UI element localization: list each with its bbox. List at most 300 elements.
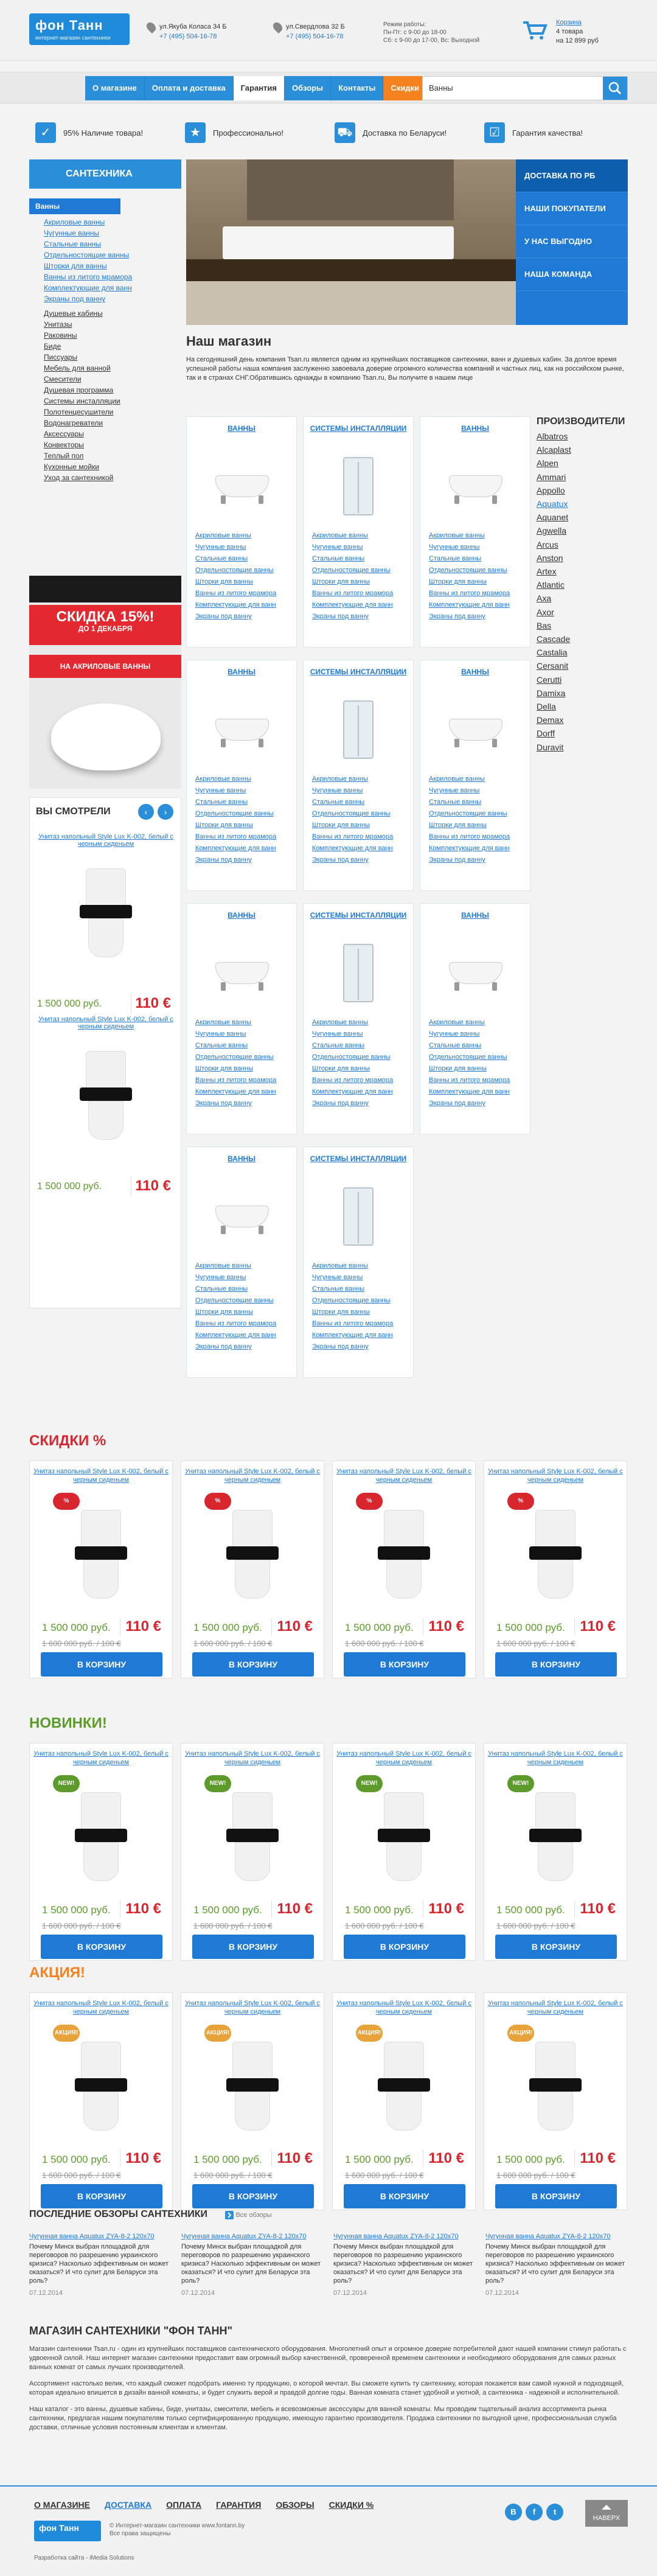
catalog-subcategory-link[interactable]: Шторки для ванны <box>195 822 253 829</box>
nav-item[interactable]: Оплата и доставка <box>145 76 234 100</box>
sidebar-category[interactable]: Системы инсталляции <box>44 397 120 405</box>
catalog-subcategory-link[interactable]: Отдельностоящие ванны <box>312 810 391 817</box>
add-to-cart-button[interactable]: В КОРЗИНУ <box>41 1652 162 1677</box>
catalog-card[interactable] <box>303 1147 414 1378</box>
toilet-bowl <box>83 1560 119 1599</box>
review-item <box>333 2232 473 2297</box>
manufacturer-link[interactable]: Atlantic <box>537 580 565 590</box>
catalog-subcategory-link[interactable]: Стальные ванны <box>195 555 248 562</box>
add-to-cart-button[interactable]: В КОРЗИНУ <box>495 2184 617 2208</box>
sidebar-subcategory[interactable]: Экраны под ванну <box>44 295 106 303</box>
catalog-card[interactable] <box>420 416 530 647</box>
product-card[interactable] <box>181 1992 324 2210</box>
catalog-card[interactable] <box>303 903 414 1134</box>
shower-cabin-image <box>328 944 389 1005</box>
footer-nav-item[interactable]: ГАРАНТИЯ <box>216 2500 262 2510</box>
catalog-subcategory-link[interactable]: Экраны под ванну <box>195 1100 252 1107</box>
sidebar-subcategory[interactable]: Шторки для ванны <box>44 262 107 270</box>
catalog-card-title[interactable]: СИСТЕМЫ ИНСТАЛЛЯЦИИ <box>310 668 407 676</box>
manufacturer-link[interactable]: Axor <box>537 607 554 617</box>
product-badge: АКЦИЯ! <box>204 2025 231 2042</box>
catalog-card[interactable] <box>186 1147 297 1378</box>
catalog-subcategory-link[interactable]: Комплектующие для ванн <box>429 1088 510 1095</box>
catalog-subcategory-link[interactable]: Стальные ванны <box>312 798 365 806</box>
catalog-card[interactable] <box>420 903 530 1134</box>
catalog-subcategory-link[interactable]: Акриловые ванны <box>312 1019 368 1026</box>
sidebar-category[interactable]: Смесители <box>44 375 82 383</box>
catalog-subcategory-link[interactable]: Стальные ванны <box>312 1042 365 1049</box>
product-price: 1 500 000 руб. <box>496 2154 565 2165</box>
manufacturer-link[interactable]: Albatros <box>537 431 568 441</box>
catalog-subcategory-link[interactable]: Комплектующие для ванн <box>195 1332 276 1339</box>
catalog-card-title[interactable]: ВАННЫ <box>228 424 255 433</box>
sidebar-subcategory[interactable]: Стальные ванны <box>44 240 102 248</box>
catalog-subcategory-link[interactable]: Экраны под ванну <box>429 856 485 864</box>
recently-viewed-title: ВЫ СМОТРЕЛИ <box>36 806 111 817</box>
catalog-subcategory-link[interactable]: Экраны под ванну <box>312 856 369 864</box>
sidebar-subcategory[interactable]: Акриловые ванны <box>44 218 105 226</box>
product-name-link[interactable]: Унитаз напольный Style Lux K-002, белый с черным сиденьем <box>336 2000 471 2016</box>
bathtub-shape <box>449 475 502 497</box>
product-name-link[interactable]: Унитаз напольный Style Lux K-002, белый с черным сиденьем <box>488 2000 623 2016</box>
catalog-card-title[interactable]: СИСТЕМЫ ИНСТАЛЛЯЦИИ <box>310 911 407 920</box>
catalog-subcategory-link[interactable]: Шторки для ванны <box>195 1065 253 1072</box>
manufacturer-link[interactable]: Alcaplast <box>537 445 571 455</box>
catalog-card[interactable] <box>303 416 414 647</box>
about-section <box>29 2325 628 2440</box>
add-to-cart-button[interactable]: В КОРЗИНУ <box>344 1935 465 1959</box>
nav-item[interactable]: Гарантия <box>234 76 285 100</box>
manufacturer-link[interactable]: Bas <box>537 620 552 630</box>
sidebar-category[interactable]: Биде <box>44 342 61 351</box>
product-price-eur: 110 € <box>574 1618 616 1635</box>
catalog-subcategory-link[interactable]: Ванны из литого мрамора <box>195 590 277 597</box>
product-price-eur: 110 € <box>574 2150 616 2167</box>
vk-icon[interactable]: В <box>505 2504 522 2521</box>
product-old-price: 1 600 000 руб. / 100 € <box>496 2171 575 2180</box>
catalog-subcategory-link[interactable]: Чугунные ванны <box>312 1030 363 1038</box>
catalog-subcategory-link[interactable]: Комплектующие для ванн <box>312 1332 393 1339</box>
sidebar-category[interactable]: Аксессуары <box>44 430 84 438</box>
add-to-cart-button[interactable]: В КОРЗИНУ <box>344 1652 465 1677</box>
all-reviews-link[interactable] <box>225 2211 271 2219</box>
manufacturer-link[interactable]: Alpen <box>537 458 558 469</box>
product-card[interactable] <box>484 1743 627 1961</box>
catalog-card-title[interactable]: СИСТЕМЫ ИНСТАЛЛЯЦИИ <box>310 1154 407 1163</box>
sidebar-subcategories <box>29 214 181 304</box>
catalog-subcategory-link[interactable]: Комплектующие для ванн <box>429 845 510 852</box>
catalog-subcategory-link[interactable]: Ванны из литого мрамора <box>195 1320 277 1327</box>
catalog-card-links <box>312 773 393 866</box>
catalog-subcategory-link[interactable]: Отдельностоящие ванны <box>312 1053 391 1061</box>
viewed-next-button[interactable]: › <box>158 804 173 820</box>
toilet-tank <box>535 2042 575 2081</box>
catalog-subcategory-link[interactable]: Комплектующие для ванн <box>195 845 276 852</box>
bathtub-shape <box>215 475 269 497</box>
footer-nav-item[interactable]: ДОСТАВКА <box>105 2500 152 2510</box>
product-card[interactable] <box>29 1743 173 1961</box>
manufacturer-link[interactable]: Aquanet <box>537 512 569 523</box>
catalog-subcategory-link[interactable]: Чугунные ванны <box>195 787 246 794</box>
developer-credit[interactable]: Разработка сайта - iMedia Solutions <box>34 2555 134 2561</box>
catalog-subcategory-link[interactable]: Акриловые ванны <box>312 1262 368 1269</box>
manufacturer-link[interactable]: Cerutti <box>537 674 562 685</box>
product-price-eur: 110 € <box>120 1618 161 1635</box>
catalog-subcategory-link[interactable]: Ванны из литого мрамора <box>429 833 510 840</box>
sidebar-category[interactable]: Теплый пол <box>44 452 84 460</box>
review-title-link[interactable]: Чугунная ванна Aquatux ZYA-8-2 120x70 <box>181 2233 307 2240</box>
add-to-cart-button[interactable]: В КОРЗИНУ <box>495 1935 617 1959</box>
manufacturer-link[interactable]: Cascade <box>537 634 571 644</box>
catalog-subcategory-link[interactable]: Ванны из литого мрамора <box>195 1077 277 1084</box>
product-card[interactable] <box>181 1461 324 1678</box>
catalog-subcategory-link[interactable]: Шторки для ванны <box>312 1065 370 1072</box>
product-card[interactable] <box>484 1992 627 2210</box>
catalog-subcategory-link[interactable]: Ванны из литого мрамора <box>429 590 510 597</box>
catalog-subcategory-link[interactable]: Экраны под ванну <box>195 856 252 864</box>
catalog-subcategory-link[interactable]: Отдельностоящие ванны <box>195 1297 274 1304</box>
viewed-prev-button[interactable]: ‹ <box>138 804 154 820</box>
viewed-card[interactable] <box>37 833 175 1016</box>
product-card[interactable] <box>332 1992 476 2210</box>
search-input[interactable] <box>422 76 628 100</box>
arrow-right-icon <box>225 2211 234 2219</box>
add-to-cart-button[interactable]: В КОРЗИНУ <box>41 1935 162 1959</box>
catalog-card-title[interactable]: ВАННЫ <box>228 1154 255 1163</box>
catalog-subcategory-link[interactable]: Комплектующие для ванн <box>195 1088 276 1095</box>
catalog-subcategory-link[interactable]: Акриловые ванны <box>195 775 251 783</box>
catalog-subcategory-link[interactable]: Чугунные ванны <box>312 1274 363 1281</box>
catalog-subcategory-link[interactable]: Экраны под ванну <box>429 613 485 620</box>
catalog-card-title[interactable]: СИСТЕМЫ ИНСТАЛЛЯЦИИ <box>310 424 407 433</box>
feature-item <box>29 114 179 151</box>
bathtub-shape <box>449 962 502 984</box>
toilet-bowl <box>386 1842 422 1881</box>
footer-nav <box>34 2500 374 2510</box>
add-to-cart-button[interactable]: В КОРЗИНУ <box>495 1652 617 1677</box>
catalog-card[interactable] <box>186 416 297 647</box>
sidebar-category[interactable]: Душевая программа <box>44 386 114 394</box>
manufacturer-link[interactable]: Della <box>537 702 556 712</box>
catalog-card[interactable] <box>420 660 530 891</box>
viewed-product-link[interactable]: Унитаз напольный Style Lux K-002, белый с черным сиденьем <box>38 833 173 848</box>
manufacturer-link[interactable]: Castalia <box>537 647 568 658</box>
hero-slide-tab[interactable]: НАША КОМАНДА <box>516 258 628 291</box>
catalog-subcategory-link[interactable]: Шторки для ванны <box>195 578 253 585</box>
truck-icon: ⛟ <box>335 122 355 143</box>
catalog-subcategory-link[interactable]: Отдельностоящие ванны <box>195 567 274 574</box>
add-to-cart-button[interactable]: В КОРЗИНУ <box>192 1935 314 1959</box>
catalog-subcategory-link[interactable]: Отдельностоящие ванны <box>312 567 391 574</box>
catalog-card-title[interactable]: ВАННЫ <box>461 668 489 676</box>
catalog-subcategory-link[interactable]: Экраны под ванну <box>195 613 252 620</box>
sidebar-category[interactable]: Раковины <box>44 331 77 340</box>
manufacturer-link[interactable]: Demax <box>537 715 564 725</box>
manufacturer-link[interactable]: Damixa <box>537 688 566 698</box>
promo-banner[interactable] <box>29 576 181 789</box>
catalog-subcategory-link[interactable]: Отдельностоящие ванны <box>195 810 274 817</box>
product-old-price: 1 600 000 руб. / 100 € <box>345 1921 424 1930</box>
catalog-subcategory-link[interactable]: Отдельностоящие ванны <box>429 810 507 817</box>
sidebar-category[interactable]: Душевые кабины <box>44 309 103 318</box>
catalog-subcategory-link[interactable]: Чугунные ванны <box>429 787 480 794</box>
product-card[interactable] <box>332 1743 476 1961</box>
catalog-subcategory-link[interactable]: Акриловые ванны <box>429 1019 485 1026</box>
toilet-tank <box>384 2042 424 2081</box>
logo-subtitle: интернет-магазин сантехники <box>35 35 111 41</box>
toilet-tank <box>81 2042 121 2081</box>
catalog-subcategory-link[interactable]: Ванны из литого мрамора <box>312 1320 394 1327</box>
product-old-price: 1 600 000 руб. / 100 € <box>42 2171 121 2180</box>
manufacturer-link[interactable]: Appollo <box>537 485 565 495</box>
scroll-top-button[interactable]: НАВЕРХ <box>585 2500 628 2527</box>
catalog-subcategory-link[interactable]: Комплектующие для ванн <box>195 601 276 609</box>
toilet-image <box>225 2042 280 2133</box>
manufacturer-link[interactable]: Ammari <box>537 472 566 482</box>
sidebar-subcategory[interactable]: Комплектующие для ванн <box>44 284 132 292</box>
catalog-subcategory-link[interactable]: Стальные ванны <box>195 1285 248 1293</box>
product-badge: % <box>507 1493 534 1510</box>
catalog-subcategory-link[interactable]: Чугунные ванны <box>195 1030 246 1038</box>
sidebar-subcategory[interactable]: Отдельностоящие ванны <box>44 251 130 259</box>
manufacturer-link[interactable]: Aquatux <box>537 499 568 509</box>
nav-item[interactable]: О магазине <box>85 76 145 100</box>
catalog-subcategory-link[interactable]: Комплектующие для ванн <box>429 601 510 609</box>
sidebar-subcategory[interactable]: Чугунные ванны <box>44 229 100 237</box>
section-title: НОВИНКИ! <box>29 1715 107 1731</box>
catalog-subcategory-link[interactable]: Акриловые ванны <box>195 1262 251 1269</box>
catalog-subcategory-link[interactable]: Стальные ванны <box>429 798 482 806</box>
catalog-subcategory-link[interactable]: Чугунные ванны <box>429 1030 480 1038</box>
cart-link[interactable]: Корзина <box>556 19 582 26</box>
product-name-link[interactable]: Унитаз напольный Style Lux K-002, белый с черным сиденьем <box>336 1468 471 1484</box>
manufacturer-link[interactable]: Arcus <box>537 539 558 550</box>
manufacturer-link[interactable]: Cersanit <box>537 661 569 671</box>
hero-slide-tab[interactable]: ДОСТАВКА ПО РБ <box>516 159 628 192</box>
review-title-link[interactable]: Чугунная ванна Aquatux ZYA-8-2 120x70 <box>29 2233 155 2240</box>
catalog-subcategory-link[interactable]: Ванны из литого мрамора <box>312 833 394 840</box>
review-item <box>485 2232 625 2297</box>
viewed-card[interactable] <box>37 1016 175 1198</box>
footer-nav-item[interactable]: ОПЛАТА <box>166 2500 202 2510</box>
features-bar <box>29 114 628 151</box>
catalog-subcategory-link[interactable]: Ванны из литого мрамора <box>312 590 394 597</box>
catalog-subcategory-link[interactable]: Экраны под ванну <box>312 1343 369 1350</box>
nav-item[interactable]: Контакты <box>331 76 383 100</box>
banner-top <box>29 576 181 602</box>
product-name-link[interactable]: Унитаз напольный Style Lux K-002, белый с черным сиденьем <box>185 1468 320 1484</box>
product-name-link[interactable]: Унитаз напольный Style Lux K-002, белый с черным сиденьем <box>33 1468 169 1484</box>
product-card[interactable] <box>29 1992 173 2210</box>
about-title: МАГАЗИН САНТЕХНИКИ "ФОН ТАНН" <box>29 2325 232 2337</box>
viewed-product-link[interactable]: Унитаз напольный Style Lux K-002, белый с черным сиденьем <box>38 1016 173 1030</box>
toilet-seat <box>80 1087 132 1101</box>
catalog-subcategory-link[interactable]: Акриловые ванны <box>429 775 485 783</box>
catalog-subcategory-link[interactable]: Акриловые ванны <box>312 532 368 539</box>
catalog-card[interactable] <box>186 660 297 891</box>
add-to-cart-button[interactable]: В КОРЗИНУ <box>192 1652 314 1677</box>
catalog-subcategory-link[interactable]: Ванны из литого мрамора <box>429 1077 510 1084</box>
toilet-tank <box>81 1792 121 1831</box>
product-section <box>29 1964 628 2201</box>
catalog-subcategory-link[interactable]: Отдельностоящие ванны <box>429 1053 507 1061</box>
product-name-link[interactable]: Унитаз напольный Style Lux K-002, белый с черным сиденьем <box>488 1750 623 1766</box>
catalog-subcategory-link[interactable]: Шторки для ванны <box>429 822 487 829</box>
catalog-subcategory-link[interactable]: Экраны под ванну <box>195 1343 252 1350</box>
toilet-image <box>225 1792 280 1883</box>
sidebar-category[interactable]: Кухонные мойки <box>44 462 99 471</box>
catalog-card-title[interactable]: ВАННЫ <box>461 424 489 433</box>
catalog-card-title[interactable]: ВАННЫ <box>228 911 255 920</box>
review-text: Почему Минск выбран площадкой для переговоров по разрешению украинского кризиса? Насколько эффективным он может оказаться? И что сулит для Беларуси эта роль? <box>333 2243 473 2285</box>
sidebar-category[interactable]: Писсуары <box>44 353 78 361</box>
catalog-subcategory-link[interactable]: Стальные ванны <box>429 1042 482 1049</box>
footer-nav-item[interactable]: ОБЗОРЫ <box>276 2500 315 2510</box>
sidebar-category[interactable]: Конвекторы <box>44 441 84 449</box>
catalog-subcategory-link[interactable]: Комплектующие для ванн <box>312 845 393 852</box>
toilet-tank <box>535 1510 575 1549</box>
hero-slide-tab[interactable]: НАШИ ПОКУПАТЕЛИ <box>516 192 628 225</box>
catalog-subcategory-link[interactable]: Акриловые ванны <box>195 1019 251 1026</box>
catalog-card-title[interactable]: ВАННЫ <box>228 668 255 676</box>
catalog-subcategory-link[interactable]: Стальные ванны <box>195 1042 248 1049</box>
catalog-subcategory-link[interactable]: Чугунные ванны <box>312 543 363 551</box>
catalog-subcategory-link[interactable]: Шторки для ванны <box>429 578 487 585</box>
catalog-subcategory-link[interactable]: Отдельностоящие ванны <box>195 1053 274 1061</box>
product-name-link[interactable]: Унитаз напольный Style Lux K-002, белый с черным сиденьем <box>185 1750 320 1766</box>
catalog-subcategory-link[interactable]: Стальные ванны <box>312 555 365 562</box>
twitter-icon[interactable]: t <box>546 2504 563 2521</box>
footer-nav-item[interactable]: СКИДКИ % <box>328 2500 374 2510</box>
catalog-subcategory-link[interactable]: Акриловые ванны <box>429 532 485 539</box>
catalog-subcategory-link[interactable]: Акриловые ванны <box>195 532 251 539</box>
product-old-price: 1 600 000 руб. / 100 € <box>345 2171 424 2180</box>
sidebar-active-category[interactable]: Ванны <box>29 198 120 214</box>
catalog-subcategory-link[interactable]: Чугунные ванны <box>195 1274 246 1281</box>
hero-slide-tab[interactable]: У НАС ВЫГОДНО <box>516 225 628 258</box>
product-old-price: 1 600 000 руб. / 100 € <box>345 1639 424 1648</box>
product-card[interactable] <box>29 1461 173 1678</box>
check-icon: ✓ <box>35 122 56 143</box>
add-to-cart-button[interactable]: В КОРЗИНУ <box>344 2184 465 2208</box>
bathtub-image <box>212 1187 273 1248</box>
catalog-subcategory-link[interactable]: Ванны из литого мрамора <box>195 833 277 840</box>
toilet-image <box>78 868 133 960</box>
search-button[interactable] <box>603 77 627 100</box>
sidebar-category[interactable]: Мебель для ванной <box>44 364 111 372</box>
catalog-card[interactable] <box>186 903 297 1134</box>
catalog-subcategory-link[interactable]: Комплектующие для ванн <box>312 1088 393 1095</box>
catalog-subcategory-link[interactable]: Экраны под ванну <box>312 613 369 620</box>
catalog-card[interactable] <box>303 660 414 891</box>
catalog-subcategory-link[interactable]: Шторки для ванны <box>312 1308 370 1316</box>
sidebar-subcategory[interactable]: Ванны из литого мрамора <box>44 273 133 281</box>
logo[interactable] <box>29 13 130 45</box>
manufacturer-link[interactable]: Agwella <box>537 526 567 536</box>
product-name-link[interactable]: Унитаз напольный Style Lux K-002, белый с черным сиденьем <box>33 2000 169 2016</box>
product-old-price: 1 600 000 руб. / 100 € <box>193 1921 273 1930</box>
add-to-cart-button[interactable]: В КОРЗИНУ <box>41 2184 162 2208</box>
phone-2[interactable]: +7 (495) 504-16-78 <box>286 33 344 40</box>
catalog-subcategory-link[interactable]: Шторки для ванны <box>195 1308 253 1316</box>
catalog-subcategory-link[interactable]: Отдельностоящие ванны <box>429 567 507 574</box>
manufacturer-link[interactable]: Axa <box>537 593 552 604</box>
review-date: 07.12.2014 <box>333 2289 367 2297</box>
review-date: 07.12.2014 <box>29 2289 63 2297</box>
recently-viewed <box>29 797 181 1308</box>
sidebar-category[interactable]: Полотенцесушители <box>44 408 114 416</box>
footer-logo[interactable]: фон Танн <box>34 2521 101 2541</box>
catalog-subcategory-link[interactable]: Шторки для ванны <box>312 578 370 585</box>
catalog-subcategory-link[interactable]: Ванны из литого мрамора <box>312 1077 394 1084</box>
product-name-link[interactable]: Унитаз напольный Style Lux K-002, белый с черным сиденьем <box>336 1750 471 1766</box>
catalog-subcategory-link[interactable]: Стальные ванны <box>429 555 482 562</box>
product-name-link[interactable]: Унитаз напольный Style Lux K-002, белый с черным сиденьем <box>488 1468 623 1484</box>
catalog-subcategory-link[interactable]: Комплектующие для ванн <box>312 601 393 609</box>
manufacturer-link[interactable]: Duravit <box>537 742 564 752</box>
manufacturer-link[interactable]: Artex <box>537 567 557 577</box>
review-item <box>181 2232 321 2297</box>
catalog-subcategory-link[interactable]: Стальные ванны <box>312 1285 365 1293</box>
catalog-subcategory-link[interactable]: Акриловые ванны <box>312 775 368 783</box>
toilet-bowl <box>235 1560 270 1599</box>
footer-nav-item[interactable]: О МАГАЗИНЕ <box>34 2500 90 2510</box>
review-title-link[interactable]: Чугунная ванна Aquatux ZYA-8-2 120x70 <box>485 2233 611 2240</box>
sidebar-category[interactable]: Уход за сантехникой <box>44 473 114 482</box>
review-item <box>29 2232 169 2297</box>
product-card[interactable] <box>181 1743 324 1961</box>
section-title: АКЦИЯ! <box>29 1964 86 1981</box>
catalog-subcategory-link[interactable]: Чугунные ванны <box>429 543 480 551</box>
cabin-shape <box>343 700 374 759</box>
product-price: 1 500 000 руб. <box>42 1622 111 1633</box>
catalog-subcategory-link[interactable]: Отдельностоящие ванны <box>312 1297 391 1304</box>
toilet-seat <box>378 1829 430 1842</box>
catalog-subcategory-link[interactable]: Экраны под ванну <box>429 1100 485 1107</box>
review-text: Почему Минск выбран площадкой для переговоров по разрешению украинского кризиса? Насколько эффективным он может оказаться? И что сулит для Беларуси эта роль? <box>485 2243 625 2285</box>
catalog-subcategory-link[interactable]: Чугунные ванны <box>312 787 363 794</box>
add-to-cart-button[interactable]: В КОРЗИНУ <box>192 2184 314 2208</box>
nav-item[interactable]: Скидки <box>383 76 427 100</box>
catalog-subcategory-link[interactable]: Экраны под ванну <box>312 1100 369 1107</box>
sidebar-category[interactable]: Унитазы <box>44 320 72 329</box>
catalog-subcategory-link[interactable]: Чугунные ванны <box>195 543 246 551</box>
catalog-card-title[interactable]: ВАННЫ <box>461 911 489 920</box>
product-name-link[interactable]: Унитаз напольный Style Lux K-002, белый с черным сиденьем <box>185 2000 320 2016</box>
catalog-subcategory-link[interactable]: Шторки для ванны <box>312 822 370 829</box>
nav-item[interactable]: Обзоры <box>285 76 331 100</box>
product-name-link[interactable]: Унитаз напольный Style Lux K-002, белый с черным сиденьем <box>33 1750 169 1766</box>
facebook-icon[interactable]: f <box>526 2504 543 2521</box>
manufacturer-link[interactable]: Dorff <box>537 728 555 739</box>
product-card[interactable] <box>484 1461 627 1678</box>
catalog-subcategory-link[interactable]: Шторки для ванны <box>429 1065 487 1072</box>
bathtub-image <box>212 700 273 761</box>
phone-1[interactable]: +7 (495) 504-16-78 <box>159 33 217 40</box>
banner-date: ДО 1 ДЕКАБРЯ <box>78 624 133 633</box>
sidebar-category[interactable]: Водонагреватели <box>44 419 103 427</box>
catalog-subcategory-link[interactable]: Стальные ванны <box>195 798 248 806</box>
product-badge: NEW! <box>204 1775 231 1792</box>
hero-slide-tabs <box>516 159 628 325</box>
product-card[interactable] <box>332 1461 476 1678</box>
product-price-eur: 110 € <box>271 1901 313 1918</box>
review-title-link[interactable]: Чугунная ванна Aquatux ZYA-8-2 120x70 <box>333 2233 459 2240</box>
product-section <box>29 1433 628 1669</box>
schedule-weekend: Сб: с 9-00 до 17-00, Вс: Выходной <box>383 37 480 44</box>
product-price: 1 500 000 руб. <box>193 2154 262 2165</box>
manufacturer-link[interactable]: Anston <box>537 553 563 563</box>
